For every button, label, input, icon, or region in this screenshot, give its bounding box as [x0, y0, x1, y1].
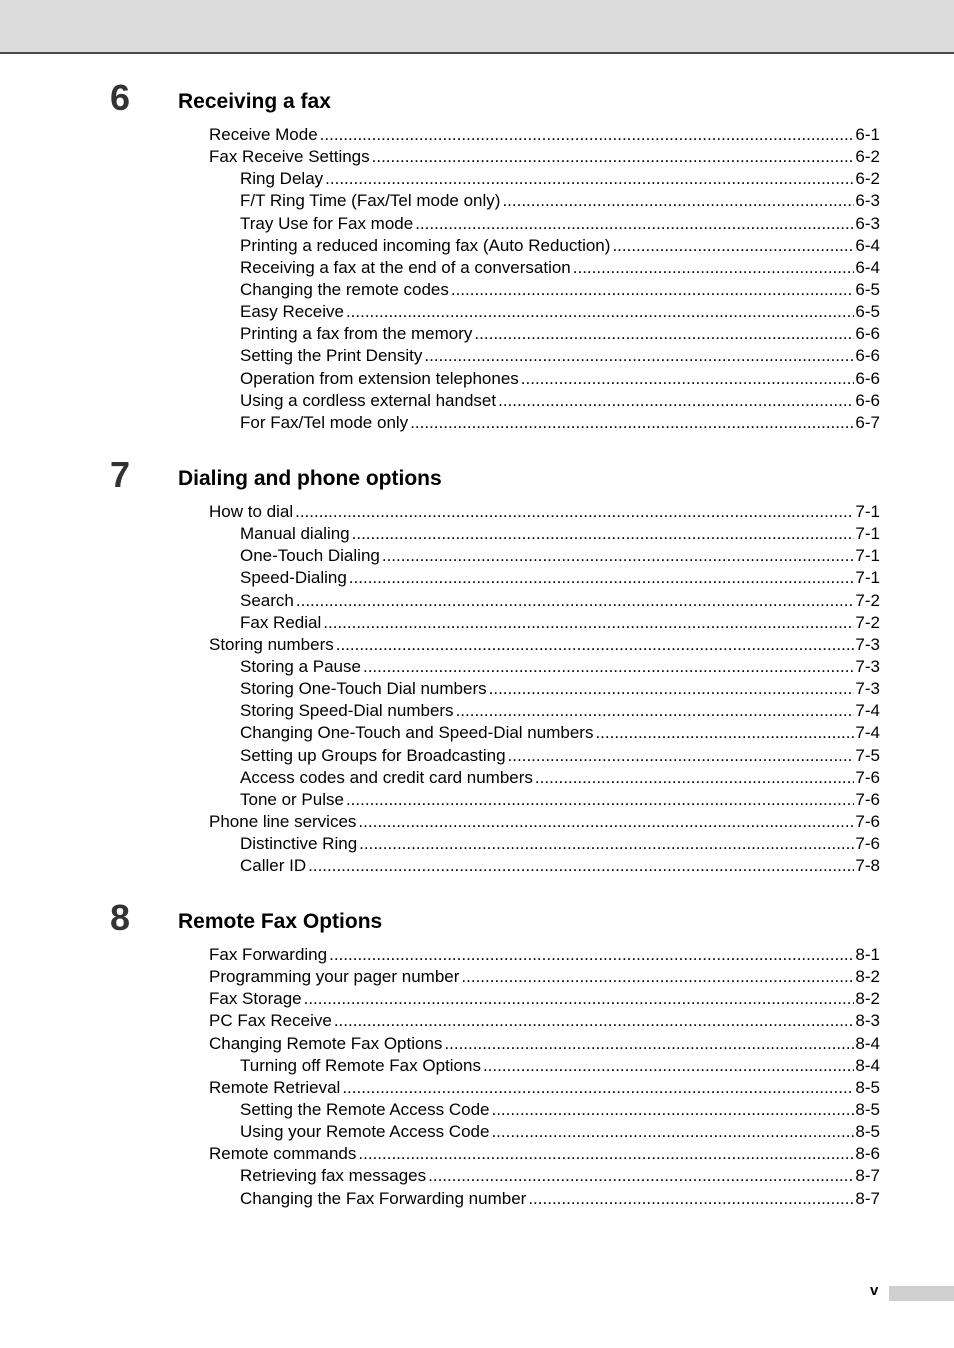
toc-entry-page: 8-7 — [855, 1188, 880, 1208]
toc-entry-title: Search — [240, 590, 294, 610]
dot-leader — [573, 257, 855, 279]
toc-entry-title: Access codes and credit card numbers — [240, 767, 533, 787]
toc-entry-title: Fax Forwarding — [209, 945, 328, 964]
toc-entry[interactable] — [0, 1099, 880, 1121]
toc-entry[interactable] — [0, 1121, 880, 1143]
dot-leader — [349, 567, 855, 589]
toc-entry-title: Setting the Print Density — [240, 346, 423, 366]
toc-entry-title: Retrieving fax messages — [240, 1166, 427, 1186]
dot-leader — [612, 235, 854, 257]
toc-entry-title: Speed-Dialing — [240, 568, 347, 588]
toc-entry-page: 6-5 — [855, 302, 880, 322]
toc-entry-title: Tray Use for Fax mode — [240, 213, 414, 233]
toc-entry-title: For Fax/Tel mode only — [240, 412, 409, 432]
dot-leader — [489, 678, 855, 700]
toc-entry-list — [0, 124, 954, 434]
dot-leader — [359, 833, 854, 855]
dot-leader — [428, 1165, 854, 1187]
toc-entry-page: 6-6 — [855, 324, 880, 344]
toc-entry-title: Printing a reduced incoming fax (Auto Reduction) — [240, 235, 611, 255]
dot-leader — [491, 1121, 854, 1143]
toc-entry-page: 6-2 — [855, 147, 880, 167]
toc-entry-title: Using a cordless external handset — [240, 390, 497, 410]
toc-entry[interactable] — [0, 301, 880, 323]
toc-entry-title: Changing the Fax Forwarding number — [240, 1188, 527, 1208]
toc-entry-page: 8-4 — [855, 1033, 880, 1053]
toc-entry-title: Tone or Pulse — [240, 789, 344, 809]
toc-entry-title: Receive Mode — [209, 125, 318, 144]
dot-leader — [308, 855, 854, 877]
toc-entry-page: 8-5 — [855, 1077, 880, 1097]
chapter-number: 6 — [110, 77, 131, 118]
toc-entry[interactable] — [0, 567, 880, 589]
toc-entry-title: Phone line services — [209, 811, 357, 831]
toc-entry[interactable] — [0, 1165, 880, 1187]
toc-entry[interactable] — [0, 988, 880, 1010]
toc-entry-page: 6-6 — [855, 390, 880, 410]
toc-entry[interactable] — [0, 213, 880, 235]
toc-entry-page: 7-6 — [855, 789, 880, 809]
toc-entry-page: 7-1 — [855, 502, 880, 521]
toc-entry[interactable] — [0, 279, 880, 301]
dot-leader — [352, 523, 855, 545]
toc-entry-page: 8-7 — [855, 1166, 880, 1186]
toc-entry-page: 6-2 — [855, 169, 880, 189]
dot-leader — [528, 1188, 854, 1210]
dot-leader — [595, 722, 854, 744]
toc-entry[interactable] — [0, 390, 880, 412]
dot-leader — [325, 168, 854, 190]
toc-entry[interactable] — [0, 634, 880, 656]
toc-entry[interactable] — [0, 590, 880, 612]
dot-leader — [415, 213, 854, 235]
dot-leader — [346, 301, 854, 323]
dot-leader — [444, 1033, 854, 1055]
toc-entry-page: 7-2 — [855, 612, 880, 632]
toc-entry-title: Setting up Groups for Broadcasting — [240, 745, 506, 765]
toc-entry-page: 7-3 — [855, 656, 880, 676]
toc-entry-page: 7-3 — [855, 634, 880, 654]
chapter-title[interactable]: Remote Fax Options — [178, 910, 383, 933]
toc-entry-page: 6-3 — [855, 191, 880, 211]
toc-entry-title: PC Fax Receive — [209, 1011, 332, 1031]
chapter-title[interactable]: Receiving a fax — [178, 90, 331, 113]
toc-entry[interactable] — [0, 678, 880, 700]
toc-entry-page: 6-1 — [855, 125, 880, 144]
page-number: v — [870, 1282, 879, 1299]
toc-entry-list — [0, 501, 954, 877]
chapter-number: 8 — [110, 897, 131, 938]
toc-entry-page: 6-4 — [855, 257, 880, 277]
toc-entry[interactable] — [0, 1010, 880, 1032]
toc-entry-page: 8-4 — [855, 1055, 880, 1075]
toc-entry-page: 7-2 — [855, 590, 880, 610]
dot-leader — [461, 966, 854, 988]
toc-entry-page: 6-6 — [855, 346, 880, 366]
toc-entry-page: 6-6 — [855, 368, 880, 388]
dot-leader — [424, 345, 854, 367]
toc-entry-page: 7-4 — [855, 701, 880, 721]
toc-entry[interactable] — [0, 1188, 880, 1210]
toc-entry[interactable] — [0, 168, 880, 190]
toc-entry-title: Changing the remote codes — [240, 279, 449, 299]
dot-leader — [329, 944, 854, 966]
toc-entry[interactable] — [0, 323, 880, 345]
toc-entry-page: 8-2 — [855, 967, 880, 987]
toc-entry-title: Fax Redial — [240, 612, 322, 632]
toc-entry-title: Operation from extension telephones — [240, 368, 519, 388]
dot-leader — [295, 501, 854, 523]
dot-leader — [334, 1010, 855, 1032]
toc-entry[interactable] — [0, 146, 880, 168]
chapter-number: 7 — [110, 454, 131, 495]
toc-entry-page: 7-6 — [855, 811, 880, 831]
toc-entry-title: Fax Storage — [209, 989, 302, 1009]
toc-entry[interactable] — [0, 257, 880, 279]
toc-entry[interactable] — [0, 1033, 880, 1055]
toc-entry[interactable] — [0, 501, 880, 523]
dot-leader — [358, 1143, 854, 1165]
toc-entry[interactable] — [0, 745, 880, 767]
toc-entry[interactable] — [0, 1055, 880, 1077]
toc-entry[interactable] — [0, 944, 880, 966]
toc-entry[interactable] — [0, 811, 880, 833]
toc-entry-title: Changing One-Touch and Speed-Dial numbers — [240, 723, 594, 743]
dot-leader — [410, 412, 854, 434]
toc-entry-page: 6-4 — [855, 235, 880, 255]
header-band — [0, 0, 954, 54]
toc-entry[interactable] — [0, 545, 880, 567]
toc-entry-page: 6-7 — [855, 412, 880, 432]
dot-leader — [521, 368, 855, 390]
toc-entry-title: Storing numbers — [209, 634, 334, 654]
toc-entry-title: Turning off Remote Fax Options — [240, 1055, 481, 1075]
toc-entry-page: 7-6 — [855, 767, 880, 787]
dot-leader — [382, 545, 855, 567]
toc-entry[interactable] — [0, 368, 880, 390]
toc-entry-title: Distinctive Ring — [240, 834, 358, 854]
toc-entry-title: Programming your pager number — [209, 967, 460, 987]
toc-entry-title: Changing Remote Fax Options — [209, 1033, 443, 1053]
toc-entry-page: 8-1 — [855, 945, 880, 964]
toc-entry-title: Receiving a fax at the end of a conversation — [240, 257, 571, 277]
toc-entry[interactable] — [0, 1143, 880, 1165]
dot-leader — [363, 656, 854, 678]
toc-entry-page: 6-3 — [855, 213, 880, 233]
toc-entry-title: Ring Delay — [240, 169, 324, 189]
chapter-title[interactable]: Dialing and phone options — [178, 467, 442, 490]
toc-entry[interactable] — [0, 612, 880, 634]
dot-leader — [483, 1055, 854, 1077]
toc-entry-page: 8-5 — [855, 1099, 880, 1119]
toc-entry-title: Easy Receive — [240, 302, 344, 322]
dot-leader — [346, 789, 854, 811]
dot-leader — [502, 190, 854, 212]
toc-entry-title: Setting the Remote Access Code — [240, 1099, 490, 1119]
page-tab-marker — [889, 1286, 954, 1301]
toc-entry-title: Using your Remote Access Code — [240, 1122, 490, 1142]
toc-entry-page: 7-3 — [855, 679, 880, 699]
dot-leader — [474, 323, 854, 345]
toc-entry[interactable] — [0, 789, 880, 811]
toc-entry[interactable] — [0, 966, 880, 988]
toc-entry-title: Storing One-Touch Dial numbers — [240, 679, 487, 699]
dot-leader — [296, 590, 855, 612]
toc-entry-title: One-Touch Dialing — [240, 546, 380, 566]
toc-entry-page: 7-8 — [855, 856, 880, 876]
toc-entry-page: 8-2 — [855, 989, 880, 1009]
toc-entry-title: How to dial — [209, 502, 294, 521]
dot-leader — [320, 124, 855, 146]
dot-leader — [456, 700, 855, 722]
toc-entry-page: 7-1 — [855, 568, 880, 588]
dot-leader — [342, 1077, 854, 1099]
toc-entry-title: Storing Speed-Dial numbers — [240, 701, 454, 721]
toc-entry-page: 8-5 — [855, 1122, 880, 1142]
toc-entry[interactable] — [0, 855, 880, 877]
toc-entry[interactable] — [0, 190, 880, 212]
toc-entry-title: F/T Ring Time (Fax/Tel mode only) — [240, 191, 501, 211]
toc-entry-title: Remote commands — [209, 1144, 357, 1164]
toc-entry-page: 7-1 — [855, 524, 880, 544]
toc-entry-page: 7-5 — [855, 745, 880, 765]
toc-entry-title: Storing a Pause — [240, 656, 361, 676]
toc-entry-page: 8-6 — [855, 1144, 880, 1164]
dot-leader — [304, 988, 855, 1010]
dot-leader — [498, 390, 854, 412]
toc-entry[interactable] — [0, 833, 880, 855]
toc-entry[interactable] — [0, 345, 880, 367]
toc-entry[interactable] — [0, 656, 880, 678]
toc-entry[interactable] — [0, 523, 880, 545]
dot-leader — [451, 279, 855, 301]
toc-entry-page: 6-5 — [855, 279, 880, 299]
toc-entry-title: Caller ID — [240, 856, 307, 876]
dot-leader — [508, 745, 855, 767]
toc-entry-page: 8-3 — [855, 1011, 880, 1031]
toc-entry[interactable] — [0, 700, 880, 722]
dot-leader — [336, 634, 855, 656]
toc-entry-list — [0, 944, 954, 1210]
toc-entry-page: 7-1 — [855, 546, 880, 566]
toc-entry[interactable] — [0, 235, 880, 257]
toc-entry-page: 7-4 — [855, 723, 880, 743]
toc-entry[interactable] — [0, 722, 880, 744]
toc-entry-title: Manual dialing — [240, 524, 350, 544]
dot-leader — [323, 612, 854, 634]
dot-leader — [491, 1099, 854, 1121]
toc-entry-title: Remote Retrieval — [209, 1077, 341, 1097]
dot-leader — [535, 767, 855, 789]
toc-entry[interactable] — [0, 767, 880, 789]
toc-entry[interactable] — [0, 124, 880, 146]
dot-leader — [358, 811, 854, 833]
toc-entry-title: Fax Receive Settings — [209, 147, 370, 167]
toc-entry[interactable] — [0, 1077, 880, 1099]
toc-entry[interactable] — [0, 412, 880, 434]
toc-entry-page: 7-6 — [855, 834, 880, 854]
toc-entry-title: Printing a fax from the memory — [240, 324, 473, 344]
dot-leader — [372, 146, 855, 168]
